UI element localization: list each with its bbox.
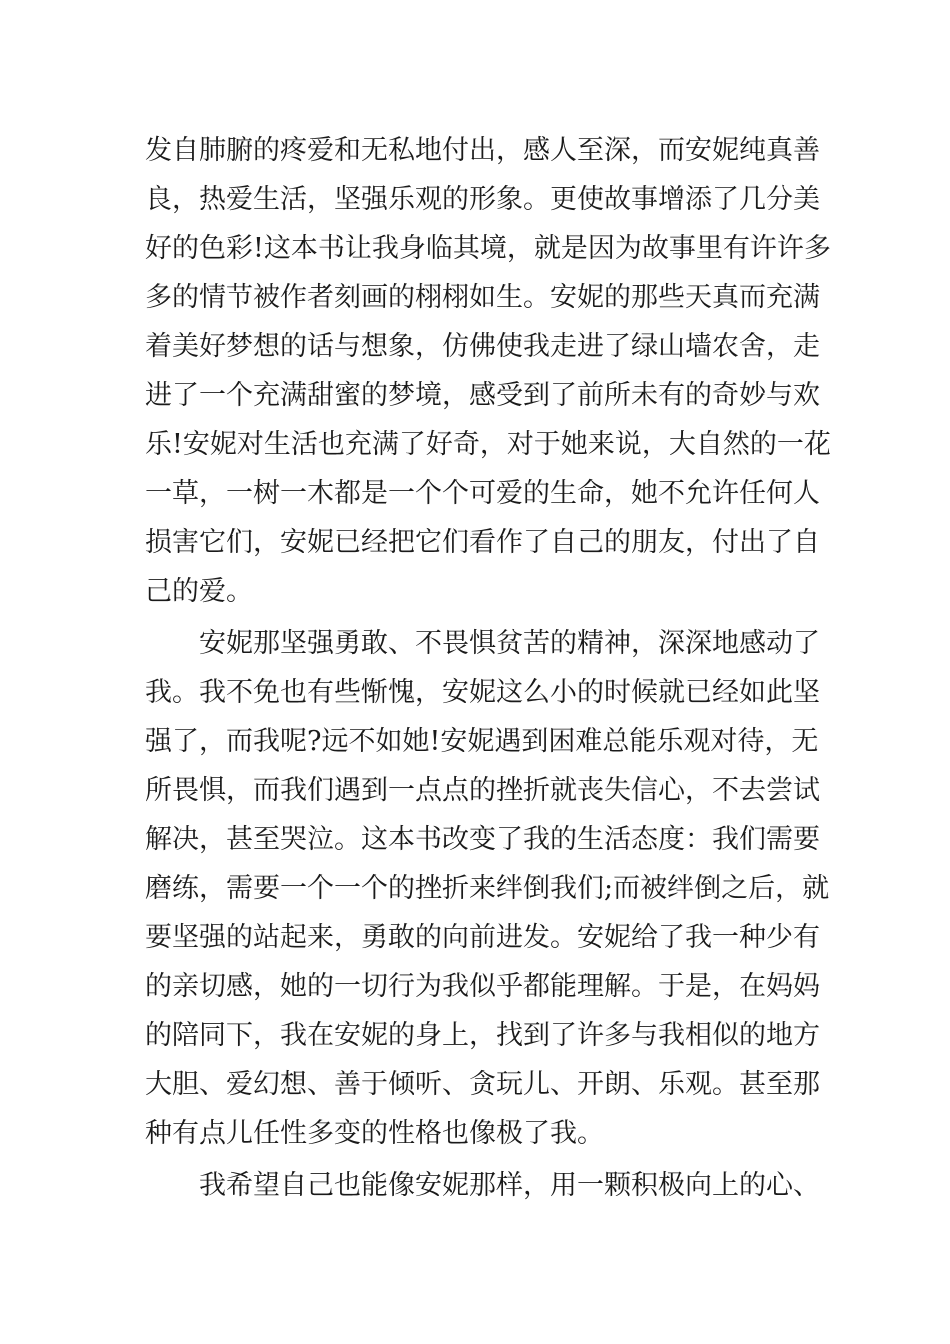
text-line: 发自肺腑的疼爱和无私地付出，感人至深，而安妮纯真善 xyxy=(145,135,820,166)
text-line: 所畏惧，而我们遇到一点点的挫折就丧失信心，不去尝试 xyxy=(145,775,820,806)
text-line: 好的色彩!这本书让我身临其境，就是因为故事里有许许多 xyxy=(145,233,831,264)
text-line: 磨练，需要一个一个的挫折来绊倒我们;而被绊倒之后，就 xyxy=(145,873,830,904)
text-line: 损害它们，安妮已经把它们看作了自己的朋友，付出了自 xyxy=(145,527,820,558)
text-line: 要坚强的站起来，勇敢的向前进发。安妮给了我一种少有 xyxy=(145,922,820,953)
text-line-last: 己的爱。 xyxy=(145,576,253,607)
text-line: 着美好梦想的话与想象，仿佛使我走进了绿山墙农舍，走 xyxy=(145,331,820,362)
paragraph-first-line: 安妮那坚强勇敢、不畏惧贫苦的精神，深深地感动了 xyxy=(199,628,820,659)
text-line: 解决，甚至哭泣。这本书改变了我的生活态度：我们需要 xyxy=(145,824,820,855)
text-line: 乐!安妮对生活也充满了好奇，对于她来说，大自然的一花 xyxy=(145,429,831,460)
text-line: 良，热爱生活，坚强乐观的形象。更使故事增添了几分美 xyxy=(145,184,820,215)
text-line: 的陪同下，我在安妮的身上，找到了许多与我相似的地方 xyxy=(145,1020,820,1051)
text-line: 进了一个充满甜蜜的梦境，感受到了前所未有的奇妙与欢 xyxy=(145,380,820,411)
text-line: 一草，一树一木都是一个个可爱的生命，她不允许任何人 xyxy=(145,478,820,509)
text-line: 多的情节被作者刻画的栩栩如生。安妮的那些天真而充满 xyxy=(145,282,820,313)
text-line: 强了，而我呢?远不如她!安妮遇到困难总能乐观对待，无 xyxy=(145,726,819,757)
paragraph-first-line: 我希望自己也能像安妮那样，用一颗积极向上的心、 xyxy=(199,1170,820,1201)
text-line: 大胆、爱幻想、善于倾听、贪玩儿、开朗、乐观。甚至那 xyxy=(145,1069,820,1100)
text-line: 的亲切感，她的一切行为我似乎都能理解。于是，在妈妈 xyxy=(145,971,820,1002)
text-line: 我。我不免也有些惭愧，安妮这么小的时候就已经如此坚 xyxy=(145,677,820,708)
text-line-last: 种有点儿任性多变的性格也像极了我。 xyxy=(145,1118,604,1149)
